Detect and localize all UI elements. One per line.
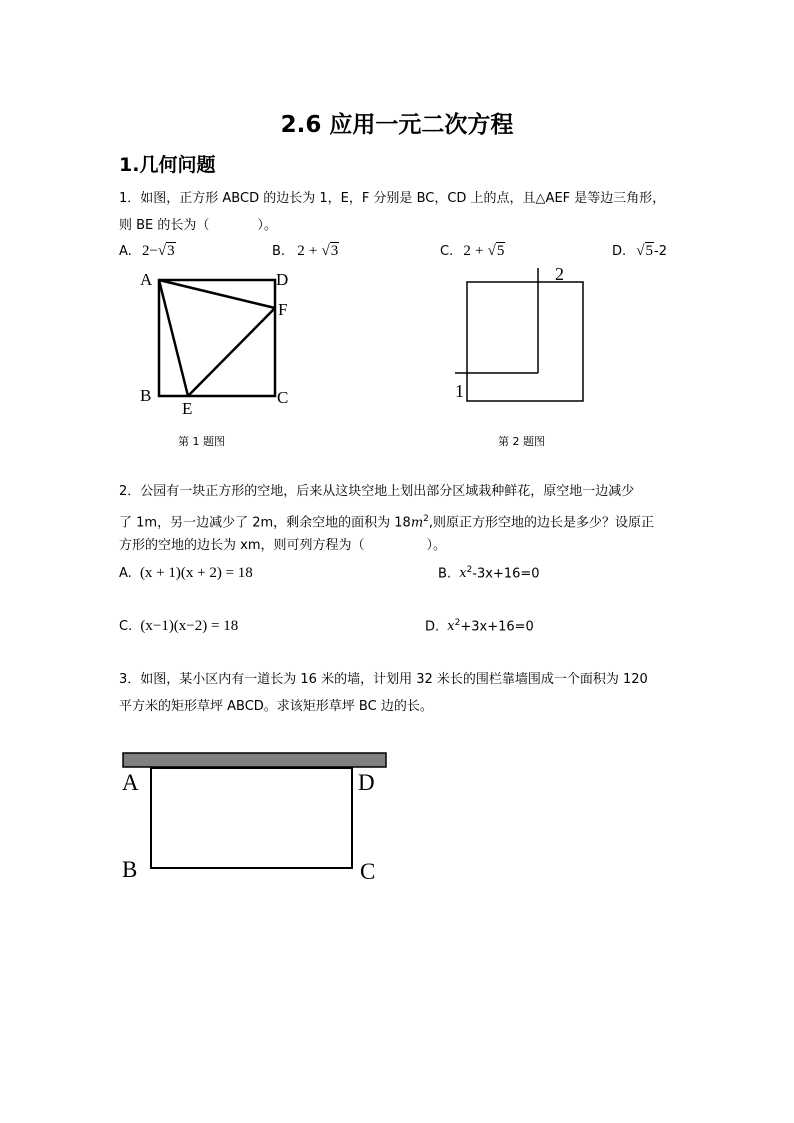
variable: x	[447, 619, 455, 635]
vertex-label-a: A	[140, 270, 153, 289]
sqrt-sign: √	[636, 243, 645, 259]
unit: m	[410, 515, 424, 531]
q2-option-c	[119, 618, 238, 635]
q2-text: 了 1m，另一边减少了 2m，剩余空地的面积为 18	[119, 515, 411, 531]
section-heading: 1.几何问题	[119, 154, 216, 176]
option-label: C.	[440, 244, 454, 259]
radicand: 5	[645, 243, 654, 259]
vertex-label-f: F	[278, 300, 288, 319]
option-equation: -3x+16=0	[472, 566, 540, 582]
q1-option-a	[119, 243, 176, 260]
dimension-label-2: 2	[555, 264, 564, 284]
vertex-label-c: C	[360, 859, 376, 884]
sqrt-sign: √	[321, 243, 330, 259]
variable: x	[459, 566, 467, 582]
exponent: 2	[466, 565, 473, 575]
option-term: 2	[297, 243, 305, 259]
dimension-label-1: 1	[455, 381, 464, 401]
option-term: 2	[141, 243, 150, 259]
vertex-label-b: B	[140, 386, 152, 405]
sqrt-sign: √	[487, 243, 496, 259]
vertex-label-e: E	[182, 399, 193, 418]
q1-line-1: 1．如图，正方形 ABCD 的边长为 1，E，F 分别是 BC，CD 上的点，且△AEF 是等边三角形，	[119, 191, 666, 206]
sqrt-sign: √	[157, 243, 167, 259]
q2-line-1: 2．公园有一块正方形的空地，后来从这块空地上划出部分区域栽种鲜花，原空地一边减少	[119, 484, 635, 499]
option-tail: -2	[654, 244, 667, 259]
radicand: 5	[496, 243, 505, 259]
option-label: B.	[272, 244, 286, 259]
figure-3-rectangle	[118, 748, 398, 893]
option-equation: (x + 1)(x + 2) = 18	[139, 565, 253, 581]
radicand: 3	[167, 243, 175, 259]
option-label: D.	[612, 244, 627, 259]
option-label: B.	[438, 566, 452, 582]
option-label: A.	[119, 244, 132, 259]
vertex-label-d: D	[358, 770, 375, 795]
q2-option-d	[425, 618, 534, 634]
q2-option-a	[119, 565, 253, 582]
q3-line-2: 平方米的矩形草坪 ABCD。求该矩形草坪 BC 边的长。	[119, 699, 433, 714]
square-abcd	[159, 280, 275, 396]
exponent: 2	[423, 514, 429, 524]
segment-ef	[188, 308, 275, 396]
exponent: 2	[454, 618, 461, 628]
vertex-label-c: C	[277, 388, 289, 407]
q2-line-3	[119, 537, 446, 555]
figure-1-caption: 第 1 题图	[178, 435, 225, 448]
option-term: 2	[463, 243, 471, 259]
option-label: A.	[119, 566, 132, 581]
vertex-label-d: D	[276, 270, 289, 289]
q1-prompt: 则 BE 的长为（	[119, 218, 210, 233]
option-equation: (x−1)(x−2) = 18	[140, 618, 239, 634]
q1-line-2	[119, 217, 277, 235]
original-square	[467, 282, 583, 401]
q2-prompt: 方形的空地的边长为 xm，则可列方程为（	[119, 538, 365, 553]
figure-2-square	[445, 260, 595, 410]
option-operator: +	[475, 243, 484, 259]
radicand: 3	[330, 243, 339, 259]
figure-1-square	[130, 262, 300, 422]
option-operator: −	[149, 243, 158, 259]
option-label: D.	[425, 619, 440, 635]
q2-text: ,则原正方形空地的边长是多少？设原正	[428, 515, 655, 531]
q2-line-2	[119, 510, 654, 532]
option-operator: +	[308, 243, 318, 259]
q1-option-d	[612, 243, 667, 260]
q1-option-c	[440, 243, 505, 260]
q3-line-1: 3．如图，某小区内有一道长为 16 米的墙，计划用 32 米长的围栏靠墙围成一个面积为 120	[119, 672, 648, 687]
q2-option-b	[438, 565, 540, 581]
option-label: C.	[119, 619, 133, 634]
wall	[123, 753, 386, 767]
q1-option-b	[272, 243, 339, 260]
segment-af	[159, 280, 275, 308]
option-equation: +3x+16=0	[460, 619, 534, 635]
q1-prompt-end: ）。	[257, 218, 277, 233]
vertex-label-b: B	[122, 857, 138, 882]
segment-ae	[159, 280, 188, 396]
lawn-abcd	[151, 768, 352, 868]
page-title: 2.6 应用一元二次方程	[280, 112, 514, 138]
vertex-label-a: A	[122, 770, 139, 795]
figure-2-caption: 第 2 题图	[498, 435, 545, 448]
q2-prompt-end: ）。	[426, 538, 447, 553]
